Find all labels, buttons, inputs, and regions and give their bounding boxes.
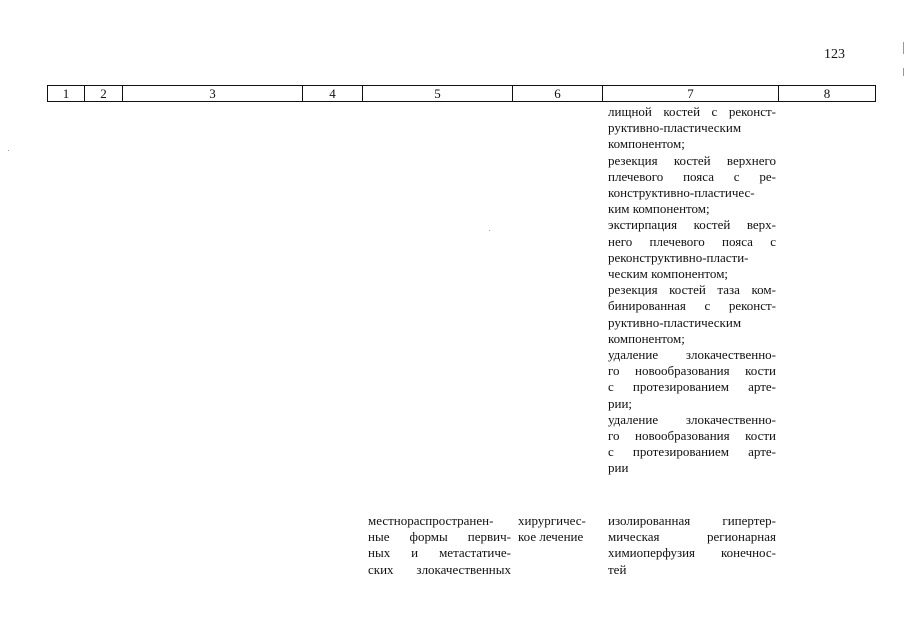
text-line: ные формы первич-: [368, 529, 511, 545]
lower-row-col7-text: [608, 513, 776, 578]
text-line: удаление злокачественно-: [608, 411, 776, 427]
text-line: тей: [608, 561, 627, 577]
scan-speck: [903, 42, 904, 54]
text-line: ческим компонентом;: [608, 266, 729, 282]
text-line: изолированная гипертер-: [608, 513, 776, 528]
column-header-4: 4: [303, 86, 363, 102]
text-line: руктивно-пластическим: [608, 314, 742, 330]
text-line: с протезированием арте-: [608, 379, 776, 395]
text-line: рии: [608, 460, 629, 476]
column-header-7: 7: [603, 86, 779, 102]
text-line: бинированная с реконст-: [608, 298, 776, 314]
upper-row-col7-text: [608, 104, 776, 477]
text-line: го новообразования кости: [608, 428, 776, 444]
text-line: экстирпация костей верх-: [608, 217, 776, 233]
text-line: ских злокачественных: [368, 561, 511, 577]
text-line: рии;: [608, 395, 633, 411]
lower-row-col6-text: [518, 513, 602, 545]
text-line: резекция костей таза ком-: [608, 282, 776, 298]
scan-speck: [489, 230, 490, 231]
text-line: реконструктивно-пласти-: [608, 249, 749, 265]
column-header-8: 8: [779, 86, 876, 102]
column-header-3: 3: [123, 86, 303, 102]
text-line: с протезированием арте-: [608, 444, 776, 460]
text-line: кое лечение: [518, 529, 584, 545]
scan-speck: [903, 68, 904, 76]
lower-row-col5-text: [368, 513, 511, 578]
text-line: хирургичес-: [518, 513, 586, 528]
text-line: руктивно-пластическим: [608, 120, 742, 136]
text-line: химиоперфузия конечнос-: [608, 545, 776, 561]
text-line: конструктивно-пластичес-: [608, 185, 755, 201]
text-line: ных и метастатиче-: [368, 545, 511, 561]
scan-speck: [8, 150, 9, 151]
page-number: 123: [824, 47, 845, 62]
column-header-1: 1: [48, 86, 85, 102]
column-header-5: 5: [363, 86, 513, 102]
column-header-row: [48, 86, 876, 102]
column-header-2: 2: [85, 86, 123, 102]
text-line: компонентом;: [608, 136, 685, 152]
text-line: местнораспространен-: [368, 513, 494, 528]
text-line: компонентом;: [608, 330, 685, 346]
text-line: ким компонентом;: [608, 201, 710, 217]
column-header-6: 6: [513, 86, 603, 102]
text-line: лищной костей с реконст-: [608, 104, 776, 119]
text-line: резекция костей верхнего: [608, 152, 776, 168]
text-line: мическая регионарная: [608, 529, 776, 545]
text-line: него плечевого пояса с: [608, 233, 776, 249]
column-header-table: [47, 85, 876, 102]
text-line: плечевого пояса с ре-: [608, 168, 776, 184]
text-line: удаление злокачественно-: [608, 347, 776, 363]
text-line: го новообразования кости: [608, 363, 776, 379]
